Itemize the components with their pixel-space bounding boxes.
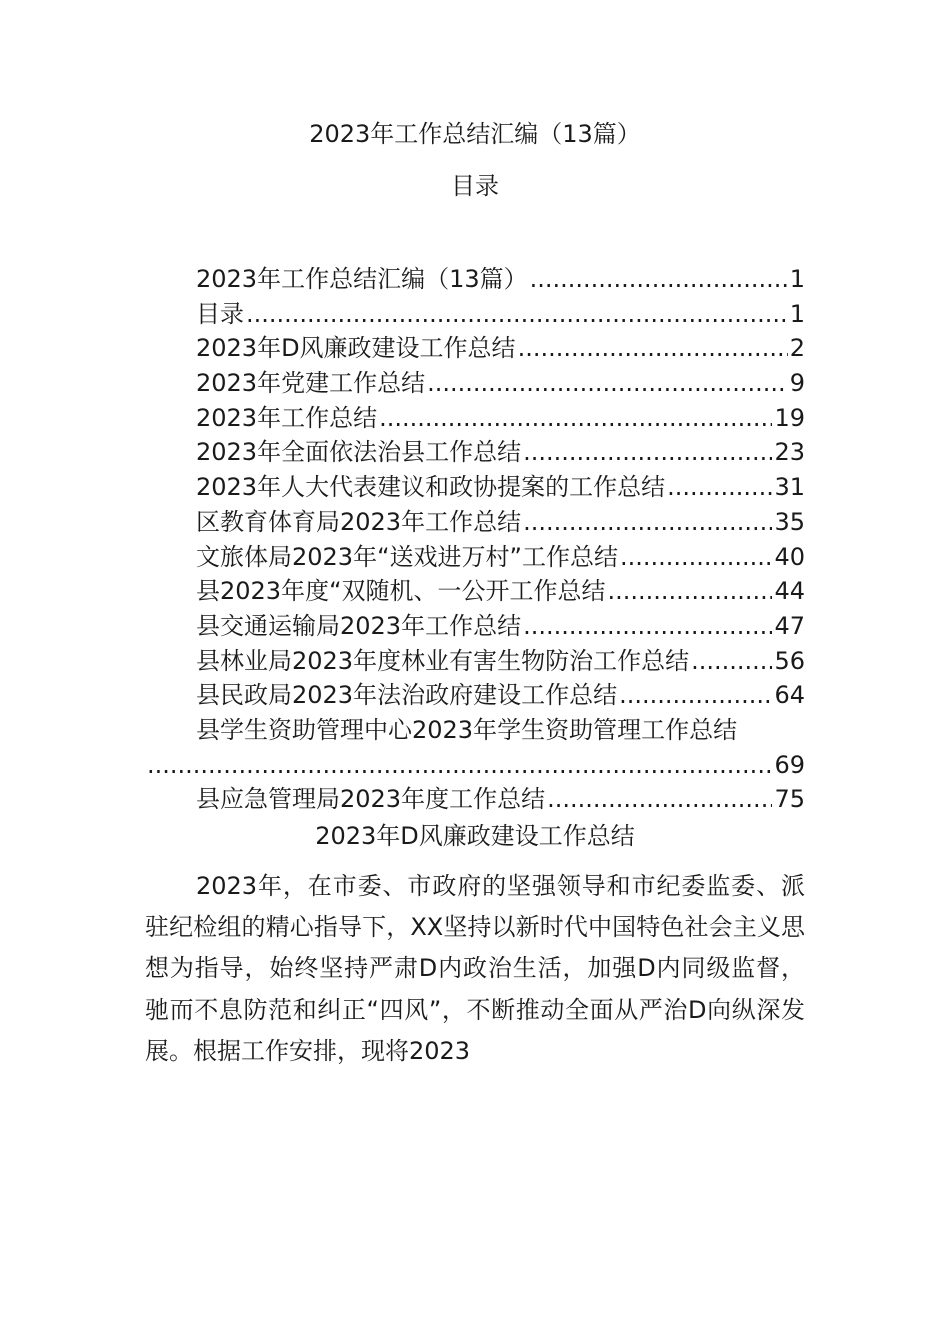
toc-leader-dots [379,401,772,436]
toc-entry-title: 2023年工作总结汇编（13篇） [196,265,528,293]
toc-entry[interactable] [145,540,805,575]
toc-entry-page: 1 [789,299,805,328]
toc-entry[interactable] [145,505,805,540]
toc-leader-dots [523,435,772,470]
toc-entry-page: 23 [774,438,805,467]
section-title: 2023年D风廉政建设工作总结 [315,822,635,850]
toc-entry-continuation[interactable] [145,748,805,783]
toc-leader-dots [608,574,773,609]
toc-entry-page: 40 [774,542,805,571]
toc-entry-title: 2023年人大代表建议和政协提案的工作总结 [196,473,666,502]
table-of-contents [145,262,805,817]
toc-leader-dots [620,540,773,575]
toc-leader-dots [518,331,788,366]
toc-entry-page: 56 [774,646,805,675]
toc-entry-page: 75 [774,785,805,814]
toc-leader-dots [523,609,772,644]
toc-entry[interactable] [145,331,805,366]
body-paragraph: 2023年，在市委、市政府的坚强领导和市纪委监委、派驻纪检组的精心指导下，XX坚持以新时代中国特色社会主义思想为指导，始终坚持严肃D内政治生活，加强D内同级监督，驰而不息防范和纠正“四风”，不断推动全面从严治D向纵深发展。根据工作安排，现将2023 [145,872,805,1065]
toc-entry[interactable] [145,366,805,401]
toc-leader-dots [530,262,788,297]
toc-entry[interactable] [145,297,805,332]
toc-entry-title: 2023年D风廉政建设工作总结 [196,334,516,363]
toc-entry-title: 2023年全面依法治县工作总结 [196,438,522,467]
toc-entry-title: 目录 [196,299,244,328]
toc-leader-dots [523,505,772,540]
toc-entry-title: 县交通运输局2023年工作总结 [196,611,522,640]
toc-entry-page: 19 [774,403,805,432]
toc-entry-page: 47 [774,611,805,640]
toc-leader-dots [427,366,788,401]
toc-leader-dots [691,644,772,679]
toc-entry-title: 县2023年度“双随机、一公开工作总结 [196,577,606,606]
toc-leader-dots [619,678,772,713]
toc-entry[interactable] [145,262,805,297]
toc-leader-dots [667,470,772,505]
toc-entry[interactable] [145,713,805,748]
toc-entry[interactable] [145,782,805,817]
toc-entry-title: 县学生资助管理中心2023年学生资助管理工作总结 [196,715,738,744]
toc-heading: 目录 [451,172,499,200]
toc-entry[interactable] [145,644,805,679]
toc-entry[interactable] [145,574,805,609]
toc-leader-dots [147,748,772,783]
toc-entry-page: 64 [774,681,805,710]
toc-entry-page: 2 [789,334,805,363]
toc-entry-title: 2023年党建工作总结 [196,369,426,398]
toc-entry-title: 文旅体局2023年“送戏进万村”工作总结 [196,542,618,571]
toc-entry-page: 1 [789,265,805,293]
toc-entry-title: 县民政局2023年法治政府建设工作总结 [196,681,618,710]
toc-entry[interactable] [145,609,805,644]
toc-entry-page: 69 [774,750,805,779]
toc-entry-page: 31 [774,473,805,502]
toc-entry[interactable] [145,401,805,436]
toc-entry-title: 县应急管理局2023年度工作总结 [196,785,546,814]
toc-entry-title: 区教育体育局2023年工作总结 [196,507,522,536]
document-title: 2023年工作总结汇编（13篇） [309,120,641,148]
toc-entry-page: 9 [789,369,805,398]
toc-entry[interactable] [145,470,805,505]
toc-entry[interactable] [145,678,805,713]
toc-leader-dots [246,297,788,332]
toc-leader-dots [547,782,772,817]
toc-entry-title: 县林业局2023年度林业有害生物防治工作总结 [196,646,690,675]
toc-entry-title: 2023年工作总结 [196,403,378,432]
toc-entry[interactable] [145,435,805,470]
toc-entry-page: 44 [774,577,805,606]
toc-entry-page: 35 [774,507,805,536]
